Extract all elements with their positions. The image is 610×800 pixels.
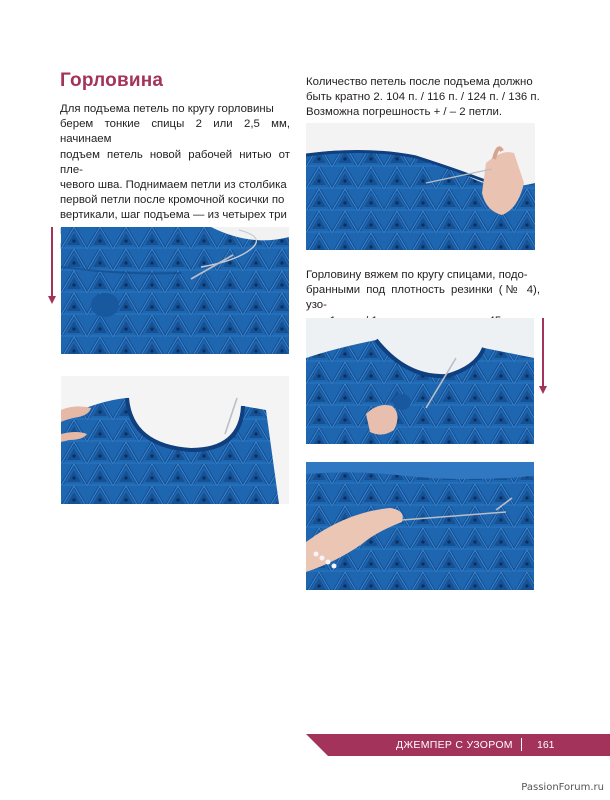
photo-knitting-rib: [306, 462, 534, 590]
stitch-count-note: [306, 75, 541, 121]
down-arrow-left: [49, 227, 55, 304]
text-line: Возможна погрешность + / – 2 петли.: [306, 106, 502, 119]
footer-separator: [521, 738, 522, 751]
text-line: вертикали, шаг подъема — из четырех три: [60, 209, 287, 222]
photo-neckline-round: [61, 376, 289, 504]
section-heading: Горловина: [60, 70, 164, 91]
photo-picking-up-stitches: [61, 227, 289, 354]
page-number: 161: [537, 739, 555, 751]
text-line: чевого шва. Поднимаем петли из столбика: [60, 179, 287, 192]
text-line: Количество петель после подъема должно: [306, 76, 533, 88]
text-line: быть кратно 2. 104 п. / 116 п. / 124 п. / 136 п.: [306, 91, 540, 104]
text-line: берем тонкие спицы 2 или 2,5 мм, начинаем: [60, 118, 290, 146]
footer-title: ДЖЕМПЕР С УЗОРОМ: [396, 739, 513, 751]
down-arrow-right: [540, 318, 546, 395]
watermark: PassionForum.ru: [521, 782, 604, 793]
photo-knitting-in-round: [306, 318, 534, 444]
text-line: первой петли после кромочной косички по: [60, 194, 285, 207]
text-line: Для подъема петель по кругу горловины: [60, 103, 274, 115]
photo-stitches-on-needle: [306, 123, 535, 250]
text-line: Горловину вяжем по кругу спицами, подо-: [306, 269, 528, 281]
text-line: бранными под плотность резинки (№ 4), узо-: [306, 284, 540, 312]
text-line: подъем петель новой рабочей нитью от пле-: [60, 148, 290, 176]
